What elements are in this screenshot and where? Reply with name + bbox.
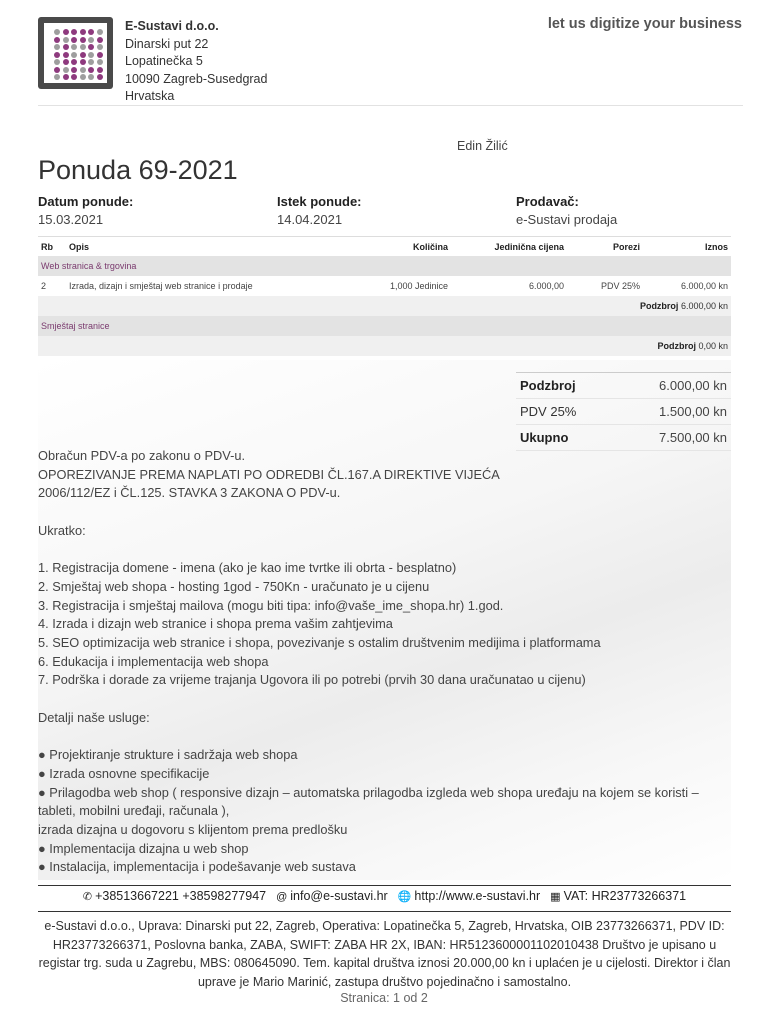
totals-box	[516, 372, 731, 451]
logo-dot	[80, 44, 86, 50]
footer-top-rule	[38, 885, 731, 886]
section-row	[38, 256, 731, 276]
expiry-date-value: 14.04.2021	[277, 212, 343, 227]
totals-subtotal-row	[516, 372, 731, 399]
offer-date-label: Datum ponude:	[38, 194, 134, 209]
logo-dot	[88, 67, 94, 73]
logo-dot	[63, 52, 69, 58]
logo-dot	[88, 52, 94, 58]
logo-dot	[71, 67, 77, 73]
logo-dot	[80, 37, 86, 43]
logo-dot	[97, 37, 103, 43]
address-line: Lopatinečka 5	[125, 54, 203, 69]
table-header-row	[38, 237, 731, 257]
cell-iznos: 6.000,00 kn	[643, 276, 731, 296]
page-title: Ponuda 69-2021	[38, 155, 238, 185]
logo-dot	[88, 74, 94, 80]
offer-date-value: 15.03.2021	[38, 212, 104, 227]
logo-dot	[63, 37, 69, 43]
logo-dot	[54, 29, 60, 35]
customer-name: Edin Žilić	[457, 139, 508, 153]
contact-email[interactable]: @ info@e-sustavi.hr	[276, 889, 388, 903]
globe-icon: 🌐	[397, 891, 412, 903]
logo-dot	[63, 59, 69, 65]
cell-porezi: PDV 25%	[567, 276, 643, 296]
logo-dot	[71, 44, 77, 50]
logo-dot	[97, 74, 103, 80]
logo-dot	[80, 67, 86, 73]
totals-subtotal-label: Podzbroj	[520, 378, 576, 393]
seller-value: e-Sustavi prodaja	[516, 212, 618, 227]
logo-dot	[97, 59, 103, 65]
cell-rb: 2	[38, 276, 66, 296]
subtotal-label: Podzbroj	[657, 341, 696, 351]
logo-dot	[88, 37, 94, 43]
logo-dot	[97, 52, 103, 58]
totals-tax-label: PDV 25%	[520, 404, 577, 419]
building-icon: ▦	[550, 891, 561, 903]
logo-dot	[54, 52, 60, 58]
legal-text: e-Sustavi d.o.o., Uprava: Dinarski put 22, Zagreb, Operativa: Lopatinečka 5, Zagreb, Hrvatska, OIB 23773266371, PDV ID: HR23773266371, Poslovna banka, ZABA, SWIFT: ZABA HR 2X, IBAN: HR5123600001102010438 Društvo je upisano u registar trg. suda u Zagrebu, MBS: 080645090. Tem. kapital društva iznosi 20.000,00 kn i uplaćen je u cijelosti. Direktor i član uprave je Mario Marinić, zastupa društvo pojedinačno i samostalno.	[38, 919, 731, 989]
logo-dot	[71, 59, 77, 65]
logo-dot	[80, 59, 86, 65]
col-iznos: Iznos	[643, 237, 731, 257]
seller-label: Prodavač:	[516, 194, 579, 209]
logo-dot	[54, 74, 60, 80]
company-logo	[38, 17, 113, 89]
logo-dot	[97, 29, 103, 35]
logo-dot	[88, 29, 94, 35]
logo-dot	[63, 29, 69, 35]
company-name: E-Sustavi d.o.o.	[125, 19, 219, 33]
logo-dot	[97, 44, 103, 50]
col-cijena: Jedinična cijena	[451, 237, 567, 257]
tagline: let us digitize your business	[547, 16, 742, 32]
contact-phone[interactable]: ✆ +38513667221 +38598277947	[82, 889, 267, 903]
page-counter: Stranica: 1 od 2	[340, 991, 428, 1005]
logo-dot	[71, 29, 77, 35]
subtotal-value: 0,00 kn	[698, 341, 728, 351]
logo-dot	[71, 37, 77, 43]
company-address	[125, 18, 267, 106]
section-row	[38, 316, 731, 336]
logo-dot	[63, 44, 69, 50]
cell-kolicina: 1,000 Jedinice	[355, 276, 451, 296]
section-title: Smještaj stranice	[38, 316, 731, 336]
address-line: Dinarski put 22	[125, 36, 209, 51]
logo-dot	[71, 74, 77, 80]
expiry-date-block	[277, 194, 362, 227]
subtotal-label: Podzbroj	[639, 301, 679, 311]
cell-cijena: 6.000,00	[451, 276, 567, 296]
table-row	[38, 276, 731, 296]
order-lines-table	[38, 236, 731, 356]
expiry-date-label: Istek ponude:	[277, 194, 362, 209]
contact-vat: ▦ VAT: HR23773266371	[550, 889, 687, 903]
col-opis: Opis	[66, 237, 355, 257]
subtotal-value: 6.000,00 kn	[680, 301, 728, 311]
subtotal-row	[38, 336, 731, 356]
logo-dot	[80, 52, 86, 58]
subtotal-row	[38, 296, 731, 316]
totals-tax-row	[516, 399, 731, 425]
address-line: 10090 Zagreb-Susedgrad	[125, 71, 268, 86]
header-divider	[38, 105, 743, 106]
totals-tax-value: 1.500,00 kn	[659, 404, 727, 419]
col-porezi: Porezi	[567, 237, 643, 257]
totals-total-value: 7.500,00 kn	[659, 430, 727, 445]
totals-total-label: Ukupno	[520, 430, 569, 445]
logo-dot	[63, 67, 69, 73]
footer-mid-rule	[38, 911, 731, 912]
logo-dot	[88, 44, 94, 50]
logo-dot	[71, 52, 77, 58]
contact-bar	[38, 889, 731, 903]
col-rb: Rb	[38, 237, 66, 257]
contact-website[interactable]: 🌐 http://www.e-sustavi.hr	[397, 889, 541, 903]
logo-dot	[80, 74, 86, 80]
seller-block	[516, 194, 617, 227]
cell-opis: Izrada, dizajn i smještaj web stranice i prodaje	[66, 276, 355, 296]
col-kolicina: Količina	[355, 237, 451, 257]
logo-dot	[63, 74, 69, 80]
offer-date-block	[38, 194, 133, 227]
at-icon: @	[276, 891, 288, 903]
section-title: Web stranica & trgovina	[38, 256, 731, 276]
logo-dot	[54, 44, 60, 50]
phone-icon: ✆	[82, 891, 93, 903]
totals-subtotal-value: 6.000,00 kn	[659, 378, 727, 393]
logo-dot	[97, 67, 103, 73]
logo-dot	[54, 67, 60, 73]
logo-dot	[80, 29, 86, 35]
offer-notes: Obračun PDV-a po zakonu o PDV-u. OPOREZIVANJE PREMA NAPLATI PO ODREDBI ČL.167.A DIREKTIVE VIJEĆA 2006/112/EZ i ČL.125. STAVKA 3 ZAKONA O PDV-u. Ukratko: 1. Registracija domene - imena (ako je kao ime tvrtke ili obrta - besplatno) 2. Smještaj web shopa - hosting 1god - 750Kn - uračunato je u cijenu 3. Registracija i smještaj mailova (mogu biti tipa: info@vaše_ime_shopa.hr) 1.god. 4. Izrada i dizajn web stranice i shopa prema vašim zahtjevima 5. SEO optimizacija web stranice i shopa, povezivanje s ostalim društvenim medijima i platformama 6. Edukacija i implementacija web shopa 7. Podrška i dorade za vrijeme trajanja Ugovora ili po potrebi (prvih 30 dana uračunatao u cijenu) Detalji naše usluge: ● Projektiranje strukture i sadržaja web shopa ● Izrada osnovne specifikacije ● Prilagodba web shop ( responsive dizajn – automatska prilagodba izgleda web shopa uređaju na kojem se koristi – tableti, mobilni uređaji, računala ), izrada dizajna u dogovoru s klijentom prema predlošku ● Implementacija dizajna u web shop ● Instalacija, implementacija i podešavanje web sustava	[38, 448, 699, 875]
logo-dot	[88, 59, 94, 65]
logo-dot	[54, 37, 60, 43]
logo-dot	[54, 59, 60, 65]
address-line: Hrvatska	[125, 89, 175, 104]
